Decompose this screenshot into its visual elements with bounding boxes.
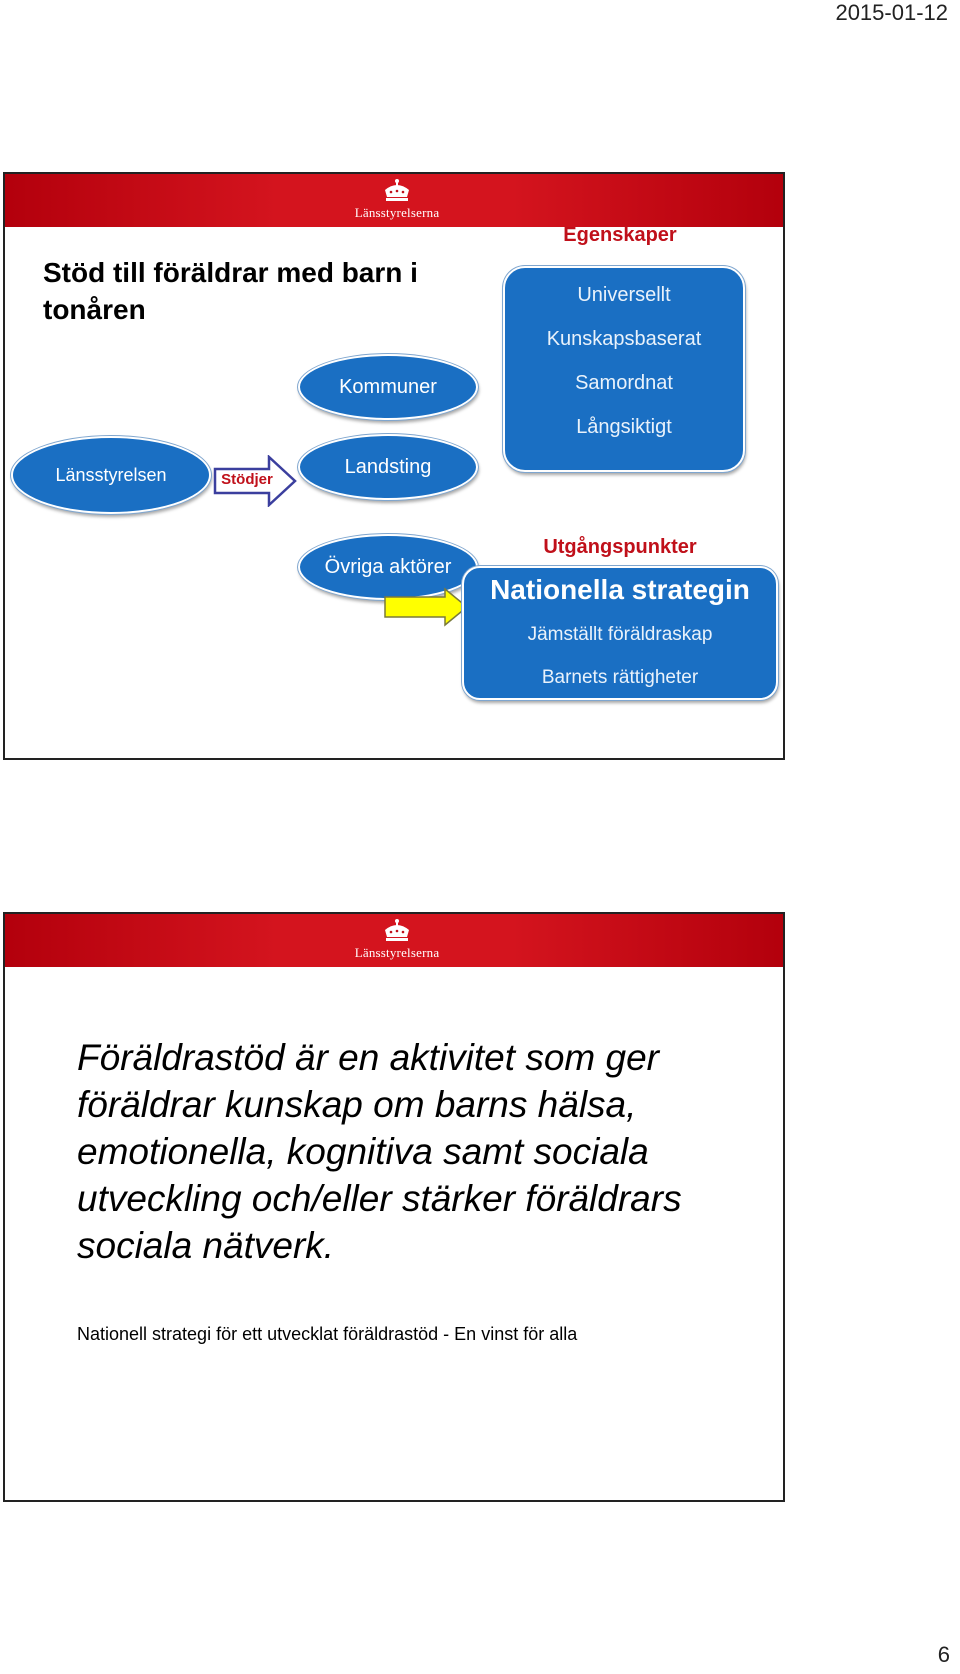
lansstyrelserna-logo <box>347 918 447 964</box>
landsting-ellipse <box>298 434 478 500</box>
utgangspunkter-item: Jämställt föräldraskap <box>527 624 713 645</box>
egenskaper-heading: Egenskaper <box>563 224 677 246</box>
egenskaper-item: Kunskapsbaserat <box>546 328 702 350</box>
crown-icon <box>382 918 412 944</box>
lansstyrelsen-label: Länsstyrelsen <box>55 464 167 485</box>
utgangspunkter-item: Barnets rättigheter <box>541 667 699 688</box>
stodjer-label: Stödjer <box>221 471 273 488</box>
nationella-strategin: Nationella strategin <box>490 574 750 605</box>
landsting-label: Landsting <box>344 455 432 478</box>
kommuner-ellipse <box>298 354 478 420</box>
ovriga-label: Övriga aktörer <box>324 556 452 578</box>
slide-title: Stöd till föräldrar med barn i tonåren <box>43 257 418 325</box>
utgangspunkter-box <box>462 566 778 700</box>
page-number: 6 <box>937 1642 950 1667</box>
crown-icon <box>382 178 412 204</box>
egenskaper-item: Samordnat <box>575 372 673 394</box>
page-date: 2015-01-12 <box>835 0 948 25</box>
logo-text: Länsstyrelserna <box>354 945 440 960</box>
caption-text: Nationell strategi för ett utvecklat föräldrastöd - En vinst för alla <box>77 1324 578 1344</box>
logo-text: Länsstyrelserna <box>354 205 440 220</box>
egenskaper-item: Universellt <box>577 284 671 306</box>
utgangspunkter-heading: Utgångspunkter <box>543 536 697 558</box>
slide-2 <box>3 912 785 1502</box>
slide-1 <box>3 172 785 760</box>
kommuner-label: Kommuner <box>339 375 437 398</box>
yellow-arrow-icon <box>383 587 469 627</box>
definition-text: Föräldrastöd är en aktivitet som ger föräldrar kunskap om barns hälsa, emotionella, kognitiva samt sociala utveckling och/eller stärker föräldrars sociala nätverk. <box>77 1037 682 1266</box>
egenskaper-box <box>503 266 745 472</box>
slide-banner <box>5 914 783 967</box>
slide-banner <box>5 174 783 227</box>
lansstyrelsen-ellipse <box>11 436 211 514</box>
egenskaper-item: Långsiktigt <box>576 416 672 438</box>
lansstyrelserna-logo <box>347 178 447 224</box>
